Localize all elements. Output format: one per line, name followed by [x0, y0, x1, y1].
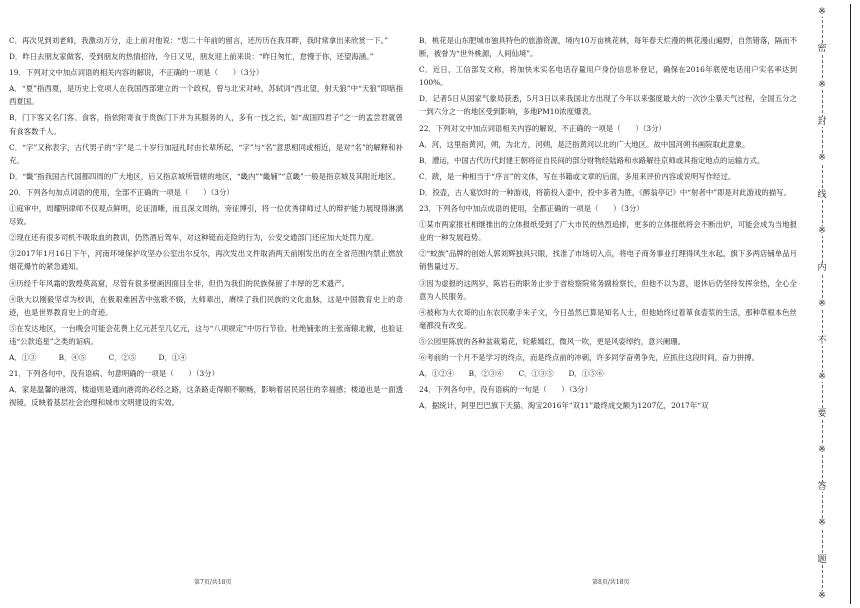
paragraph: A．①②④ B．②③⑥ C．①③⑤ D．①⑤⑥ [419, 369, 604, 379]
paragraph: ③因为虚报的这两岁，陈岩石的职务止步于省检察院常务副检察长，但他不以为意，退休后仍坚持发挥余热，全心全意为人民服务。 [419, 278, 797, 301]
paragraph: C．跋，是一种相当于“序言”的文体，写在书籍或文章的后面，多用来评价内容或说明写作经过。 [419, 171, 736, 181]
seal-border-line [850, 4, 851, 604]
page-number-right: 第8页/共18页 [592, 579, 630, 586]
left-page-column [9, 34, 403, 412]
seal-asterisk-mark: ※ [815, 299, 829, 309]
paragraph: ④历经千年风霜的敦煌莫高窟，尽管有很多壁画因面目全非，但仍为我们的民族保留了丰厚的艺术遗产。 [9, 278, 349, 288]
paragraph: ①庭审中，周耀明律师不仅观点鲜明，论证清晰，而且深文周纳，旁征博引，将一位优秀律师过人的辩护能力展现得淋漓尽致。 [9, 204, 403, 227]
paragraph: 23．下列各句中加点成语的使用，全都正确的一项是（ ）（3分） [419, 204, 644, 214]
seal-asterisk-mark: ※ [815, 226, 829, 236]
paragraph: C．再次见到刘老师，我激动万分，走上前对他说：“您二十年前的留言，还历历在我耳畔，我时常拿出来欣赏一下。” [9, 36, 389, 45]
seal-char: 线 [815, 190, 829, 200]
seal-asterisk-mark: ※ [815, 445, 829, 455]
right-page-column [419, 34, 797, 415]
paragraph: ②现在还有很多司机不吸取血的教训，仍然酒后驾车，对这种铤而走险的行为，公安交通部门还应加大处罚力度。 [9, 233, 379, 243]
seal-asterisk-mark: ※ [815, 80, 829, 90]
paragraph: D．昨日去朋友家做客，受到朋友的热情招待，今日又见，朋友迎上前来说：“昨日匆忙，怠慢于你，还望海涵。” [9, 52, 374, 62]
paragraph: 24．下列各句中，没有语病的一句是（ ）（3分） [419, 385, 593, 395]
seal-char: 不 [815, 336, 829, 346]
seal-char: 答 [815, 482, 829, 492]
paragraph: A．家是温馨的港湾，楼道则是通向港湾的必经之路，这条路走得顺不顺畅，影响着居民居住的幸福感；楼道也是一面透视镜，反映着基层社会治理和城市文明建设的实效。 [9, 385, 403, 408]
paragraph: B．桃花是山东肥城市独具特色的旅游资源，境内10万亩桃花林，每年春天烂漫的桃花漫山遍野，自然错落，隔而不断，被誉为“世外桃源，人间仙境”。 [419, 36, 797, 59]
paragraph: 19．下列对文中加点词语的相关内容的解说，不正确的一项是（ ）（3分） [9, 68, 264, 78]
paragraph: A．据统计，阿里巴巴旗下天猫、淘宝2016年“双11”最终成交额为1207亿，2017年“双 [419, 401, 709, 411]
paragraph: ⑤公园里陈放的各种盆栽菊花，姹紫嫣红，微风一吹，更是风姿绰约，意兴阑珊。 [419, 336, 686, 346]
paragraph: ⑤在发达地区，一台晚会可能会花费上亿元甚至几亿元，这与“八项规定”中厉行节俭、杜绝铺张的主张南辕北辙，也验证违“公款追星”之类的诟病。 [9, 323, 403, 346]
paragraph: ③2017年1月16日下午，河南环境保护攻坚办公室出尔反尔，再次发出文件取消两天前刚发出的在全省范围内禁止燃放烟花爆竹的紧急通知。 [9, 249, 403, 272]
paragraph: ⑥考前的一个月不是学习的终点，而是终点前的冲刺，许多同学奋勇争先，应抓住这段时间，奋力拼搏。 [419, 352, 759, 362]
paragraph: A．河，这里指黄河，朔，为北方，河朔，是泛指黄河以北的广大地区。故中国河朔书画院取此意象。 [419, 139, 750, 149]
paragraph: B．漕运，中国古代历代封建王朝将征自民间的部分财物经陆路和水路解往京师或其指定地点的运输方式。 [419, 155, 765, 165]
paragraph: 20．下列各句加点词语的使用，全部不正确的一项是（ ）（3分） [9, 187, 234, 197]
paragraph: ④耿大以刚毅坚卓为校训，在极艰难困苦中弦歌不辍，大师辈出，赓续了我们民族的文化血脉，这是中国教育史上的奇迹，也是世界教育史上的奇迹。 [9, 294, 403, 317]
paragraph: D．投壶，古人宴饮时的一种游戏，将箭投入壶中，投中多者为胜，《醉翁亭记》中“射者中”即是对此游戏的描写。 [419, 187, 791, 197]
paragraph: A．①③ B．④⑤ C．②⑤ D．①④ [9, 352, 187, 362]
paragraph: B．门下客又名门客、食客，指依附寄食于贵族门下并为其服务的人，多有一技之长，如“战国四君子”之一的孟尝君就曾有食客数千人。 [9, 113, 403, 136]
seal-asterisk-mark: ※ [815, 372, 829, 382]
seal-char: 题 [815, 555, 829, 565]
seal-asterisk-mark: ※ [815, 153, 829, 163]
paragraph: D．记者5日从国家气象局获悉，5月3日以来我国北方出现了今年以来强度最大的一次沙尘暴天气过程，全国五分之一到六分之一的地区受到影响，多地PM10浓度爆表。 [419, 94, 797, 117]
paragraph: C．近日，工信部发文称，将加快未实名电话存量用户身份信息补登记，确保在2016年底使电话用户实名率达到100%。 [419, 65, 797, 88]
paragraph: ②“蛟族”品牌的创始人郭刘辉独具只眼，找准了市场切入点，将电子商务事业打理得风生水起，旗下多两店铺单品月销售量过万。 [419, 249, 797, 272]
paragraph: 22．下列对文中加点词语相关内容的解说，不正确的一项是（ ）（3分） [419, 123, 666, 133]
seal-asterisk-mark: ※ [815, 591, 829, 601]
seal-char: 密 [815, 44, 829, 54]
seal-char: 封 [815, 117, 829, 127]
paragraph: D．“畿”指我国古代国都四周的广大地区，后又指京城所管辖的地区，“畿内”“畿辅”“京畿”一般是指京城及其附近地区。 [9, 171, 400, 181]
seal-char: 内 [815, 263, 829, 273]
paragraph: C．“字”又称表字，古代男子的“字”是二十岁行加冠礼时由长辈所起，“字”与“名”意思相同或相近，是对“名”的解释和补充。 [9, 142, 403, 165]
paragraph: ①某市两家报社相继推出的立体报纸受到了广大市民的热烈追捧，更多的立体报纸将会不断出炉，可能会成为当地报业的一种发展趋势。 [419, 220, 797, 243]
seal-char: 要 [815, 409, 829, 419]
page-number-left: 第7页/共18页 [194, 579, 232, 586]
paragraph: A．“夏”指西夏，是历史上党项人在我国西部建立的一个政权，曾与北宋对峙，苏轼词“西北望，射天狼”中“天狼”即暗指西夏国。 [9, 84, 403, 107]
seal-asterisk-mark: ※ [815, 7, 829, 17]
seal-asterisk-mark: ※ [815, 518, 829, 528]
paragraph: 21．下列各句中，没有语病、句意明确的一项是（ ）（3分） [9, 369, 219, 379]
paragraph: ④被称为大衣哥的山东农民歌手朱子文，今日虽然已算是知名人士，但他始终过着箪食壶浆的生活，那种草根本色丝毫都没有改变。 [419, 307, 797, 330]
